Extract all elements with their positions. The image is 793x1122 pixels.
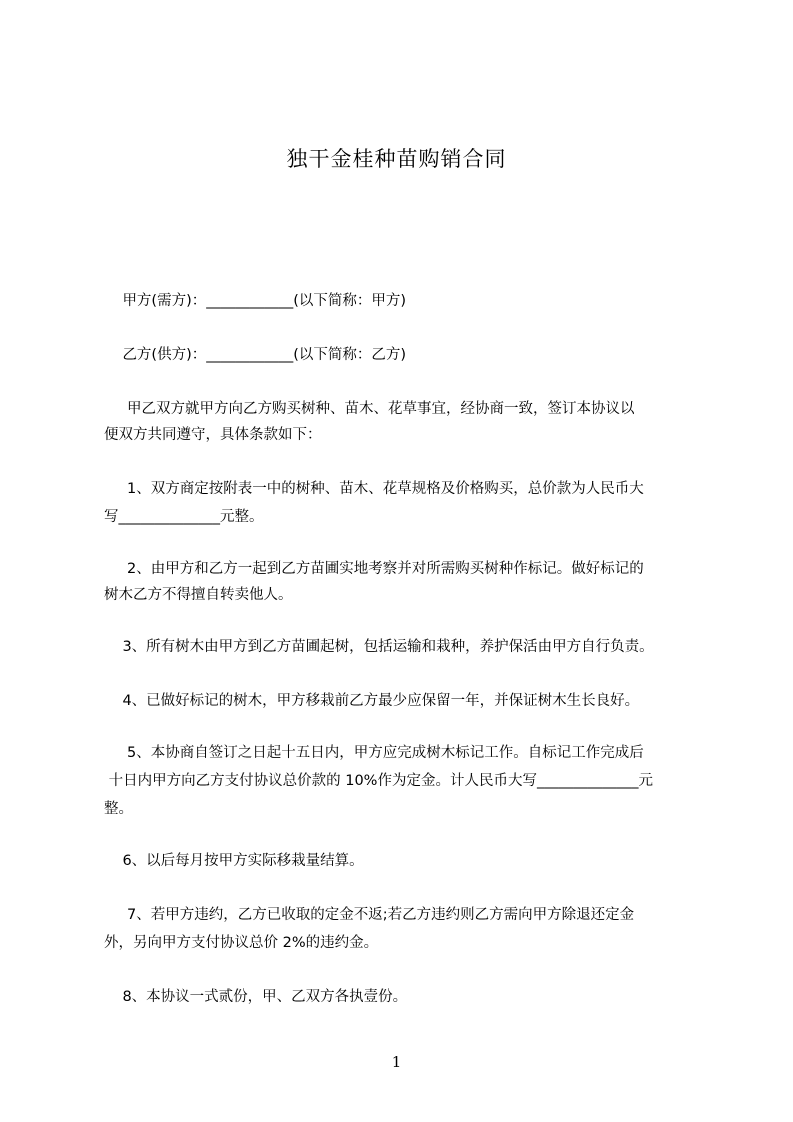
- clause-6: 6、以后每月按甲方实际移栽量结算。: [104, 853, 364, 869]
- clause-1-line-1: 1、双方商定按附表一中的树种、苗木、花草规格及价格购买，总价款为人民币大: [104, 481, 644, 497]
- clause-7-line-1: 7、若甲方违约，乙方已收取的定金不返;若乙方违约则乙方需向甲方除退还定金: [104, 907, 635, 923]
- clause-5-line-1: 5、本协商自签订之日起十五日内，甲方应完成树木标记工作。自标记工作完成后: [104, 745, 644, 761]
- clause-3: 3、所有树木由甲方到乙方苗圃起树，包括运输和栽种，养护保活由甲方自行负责。: [104, 639, 654, 655]
- clause-4: 4、已做好标记的树木，甲方移栽前乙方最少应保留一年，并保证树木生长良好。: [104, 693, 640, 709]
- clause-2-line-2: 树木乙方不得擅自转卖他人。: [104, 587, 293, 603]
- clause-5-line-2: 十日内甲方向乙方支付协议总价款的 10%作为定金。计人民币大写______________元: [104, 773, 653, 789]
- document-title: 独干金桂种苗购销合同: [286, 147, 507, 171]
- clause-8: 8、本协议一式贰份，甲、乙双方各执壹份。: [104, 989, 408, 1005]
- page-number: 1: [391, 1053, 402, 1071]
- party-b-line: 乙方(供方)：____________(以下简称：乙方): [104, 347, 407, 363]
- clause-7-line-2: 外，另向甲方支付协议总价 2%的违约金。: [104, 935, 379, 951]
- intro-paragraph-line-1: 甲乙双方就甲方向乙方购买树种、苗木、花草事宜，经协商一致，签订本协议以: [104, 401, 635, 417]
- clause-5-line-3: 整。: [104, 801, 133, 817]
- clause-2-line-1: 2、由甲方和乙方一起到乙方苗圃实地考察并对所需购买树种作标记。做好标记的: [104, 561, 644, 577]
- intro-paragraph-line-2: 便双方共同遵守，具体条款如下：: [104, 427, 322, 443]
- clause-1-line-2: 写______________元整。: [104, 509, 264, 525]
- party-a-line: 甲方(需方)：____________(以下简称：甲方): [104, 293, 407, 309]
